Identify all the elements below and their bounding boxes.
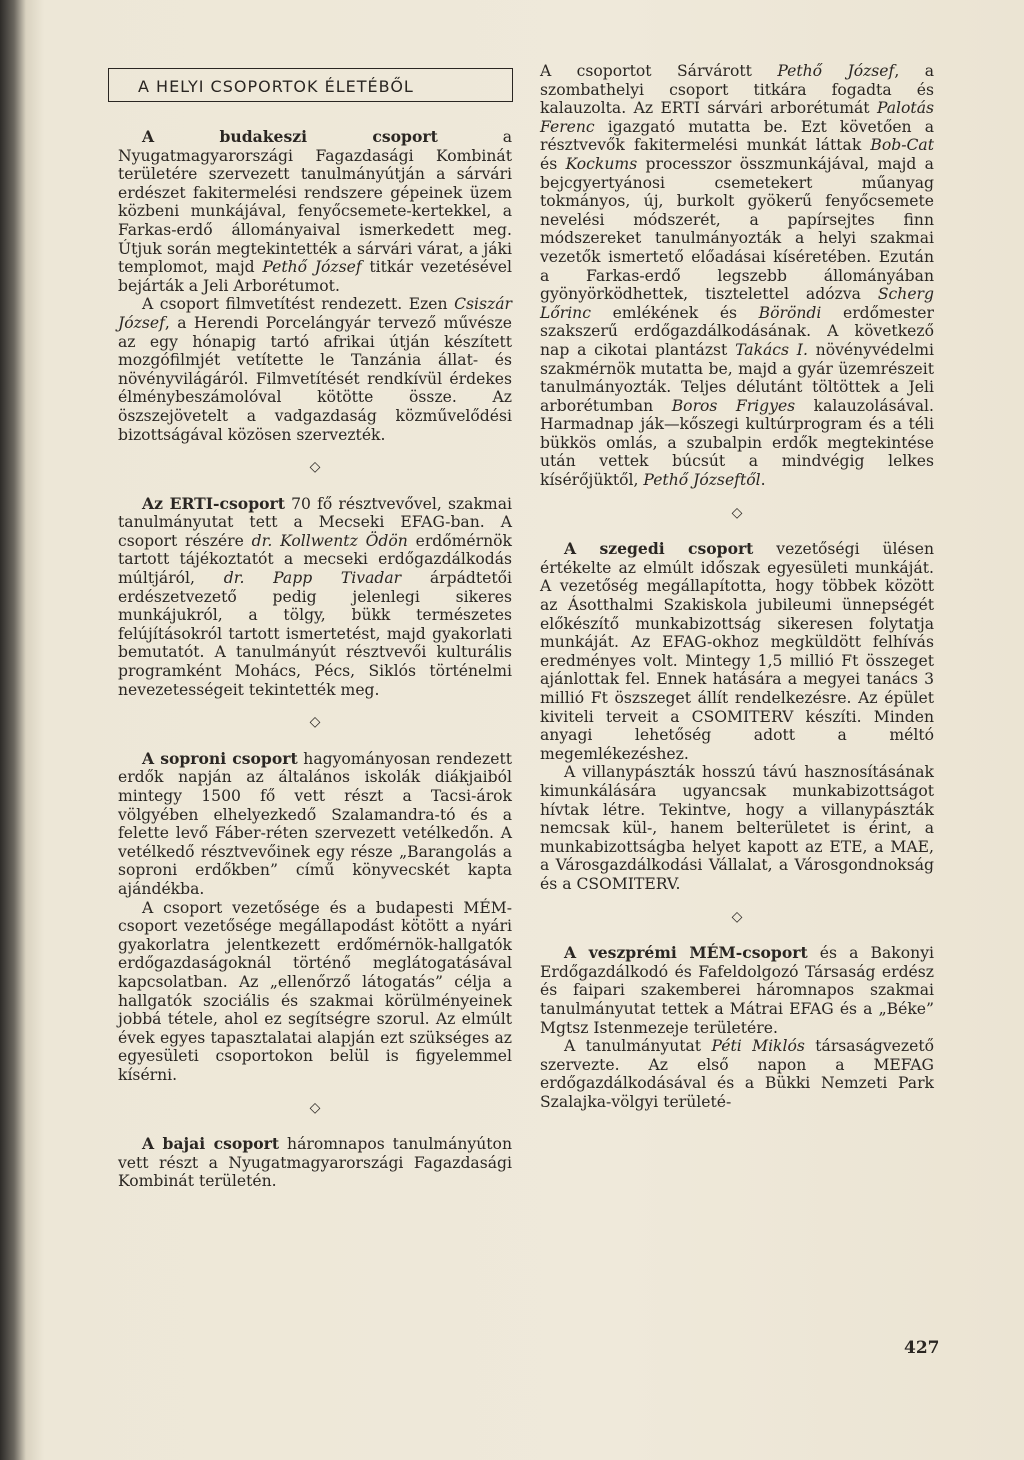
diamond-separator-icon: ◇ (731, 908, 743, 925)
erti-text-2: erdőmérnök tartott tájékoztatót a mecseki erdőgazdálkodás múltjáról, (118, 531, 512, 588)
section-title: A HELYI CSOPORTOK ÉLETÉBŐL (138, 77, 414, 96)
budakeszi-lead: A budakeszi csoport (142, 127, 438, 146)
budakeszi-paragraph-1 (118, 128, 512, 295)
cont-text: kalauzolásával. Harmadnap ják—kőszegi kultúrprogram és a téli bükkös omlás, a szubalpin erdők megtekintése után vettek búcsút a mindvégig lelkes kísérőjüktől, (540, 396, 934, 490)
person-name: Pethő József (777, 62, 895, 80)
cont-text: és (540, 154, 566, 173)
person-name: Scherg Lőrinc (540, 285, 934, 322)
bajai-continuation (540, 62, 934, 490)
machine-name: Kockums (565, 154, 638, 173)
erti-lead: Az ERTI-csoport (142, 493, 285, 513)
person-name: dr. Papp Tivadar (223, 569, 402, 588)
szegedi-paragraph-2: A villanypászták hosszú távú hasznosításának kimunkálására ugyancsak munkabizottságot hívtak létre. Tekintve, hogy a villanypászták nemcsak kül-, hanem belterületet is érint, a munkabizottságba helyet kapott az ETE, a MAE, a Városgazdálkodási Vállalat, a Városgondnokság és a CSOMITERV. (540, 763, 934, 893)
person-name: Pethő Józseftől (643, 471, 761, 490)
person-name: Péti Miklós (711, 1037, 805, 1056)
cont-text: . (760, 471, 766, 490)
budakeszi-text-3: A csoport filmvetítést rendezett. Ezen (142, 295, 455, 314)
cont-text: , a szombathelyi csoport titkára fogadta és kalauzolta. Az ERTI sárvári arborétumát (540, 62, 934, 118)
veszpremi-text-2: A tanulmányutat (564, 1037, 712, 1056)
diamond-separator-icon: ◇ (731, 504, 743, 521)
veszpremi-text: és a Bakonyi Erdőgazdálkodó és Fafeldolgozó Társaság erdész és faipari szakemberei háromnapos szakmai tanulmányutat tettek a Mátrai EFAG és a „Béke” Mgtsz Istenmezeje területére. (540, 944, 934, 1037)
cont-text: növényvédelmi szakmérnök mutatta be, majd a gyár üzemrészeit tanulmányozták. Teljes délutánt töltöttek a Jeli arborétumban (540, 340, 934, 415)
budakeszi-text: a Nyugatmagyarországi Fagazdasági Kombinát területére szervezett tanulmányútján a sárvári erdészet fakitermelési rendszere gépeinek üzem közbeni munkájával, fenyőcsemete-kertekkel, a Farkas-erdő állományaival ismerkedett meg. Útjuk során megtekintették a sárvári várat, a jáki templomot, majd (118, 128, 512, 277)
bajai-lead: A bajai csoport (142, 1134, 280, 1154)
cont-text: emlékének és (590, 303, 759, 322)
cont-text: erdőmester szakszerű erdőgazdálkodásának. A következő nap a cikotai plantázst (540, 303, 934, 359)
left-column (118, 128, 512, 1191)
header-rule (108, 101, 513, 102)
person-name: dr. Kollwentz Ödön (251, 531, 408, 550)
diamond-separator-icon: ◇ (309, 459, 321, 476)
budakeszi-text-2: titkár vezetésével bejárták a Jeli Arborétumot. (118, 258, 512, 295)
right-column (540, 62, 934, 1111)
erti-text-3: árpádtetői erdészetvezető pedig jelenlegi sikeres munkájukról, a tölgy, bükk természetes felújításokról tartott ismertetést, majd gyakorlati bemutatót. A tanulmányút résztvevői kulturális programként Mohács, Pécs, Siklós történelmi nevezetességeit tekintették meg. (118, 569, 513, 699)
budakeszi-text-4: , a Herendi Porcelángyár tervező művésze az egy hónapig tartó afrikai útján készített mozgófilmjét vetítette le Tanzánia állat- és növényvilágáról. Filmvetítését rendkívül érdekes élménybeszámolóval kötötte össze. Az öszszejövetelt a vadgazdaság közművelődési bizottságával közösen szervezték. (118, 313, 512, 444)
cont-text: processzor összmunkájával, majd a bejcgyertyánosi csemetekert műanyag tokmányos, új, burkolt gyökerű fenyőcsemete nevelési módszerét, a papírsejtes finn módszereket tanulmányozták a helyi szakmai vezetők ismertető előadásai kíséretében. Ezután a Farkas-erdő legszebb állományában gyönyörködhettek, tisztelettel adózva (540, 154, 934, 304)
person-name: Pethő József (262, 258, 362, 277)
erti-paragraph (118, 495, 512, 700)
szegedi-lead: A szegedi csoport (564, 539, 754, 559)
cont-text: A csoportot Sárvárott (540, 62, 778, 80)
veszpremi-lead: A veszprémi MÉM-csoport (564, 943, 808, 963)
person-name: Palotás Ferenc (540, 99, 934, 136)
szegedi-paragraph-1 (540, 540, 934, 763)
cont-text: igazgató mutatta be. Ezt követően a résztvevők fakitermelési munkát láttak (540, 117, 934, 155)
erti-text: 70 fő résztvevővel, szakmai tanulmányutat tett a Mecseki EFAG-ban. A csoport részére (118, 494, 512, 550)
soproni-paragraph-1 (118, 750, 512, 899)
person-name: Takács I. (735, 340, 808, 359)
page-number: 427 (904, 1338, 940, 1358)
machine-name: Bob-Cat (870, 136, 934, 155)
soproni-paragraph-2: A csoport vezetősége és a budapesti MÉM-csoport vezetősége megállapodást kötött a nyári gyakorlatra jelentkezett erdőmérnök-hallgatók erdőgazdaságoknál történő meglátogatásával kapcsolatban. Az „ellenőrző látogatás” célja a hallgatók szociális és szakmai körülményeinek jobbá tétele, ahol ez segítségre szorul. Az elmúlt évek egyes tapasztalatai alapján ezt szükséges az egyesületi csoportokon belül is figyelemmel kísérni. (118, 898, 512, 1084)
veszpremi-paragraph-1 (540, 944, 934, 1037)
szegedi-text: vezetőségi ülésen értékelte az elmúlt időszak egyesületi munkáját. A vezetőség megállapította, hogy többek között az Ásotthalmi Szakiskola jubileumi ünnepségét előkészítő munkabizottság sikeresen folytatja munkáját. Az EFAG-okhoz megküldött felhívás eredményes volt. Mintegy 1,5 millió Ft összeget ajánlottak fel. Ennek hatására a megyei tanács 3 millió Ft öszszeget állít rendelkezésre. Az épület kiviteli terveit a CSOMITERV készíti. Minden anyagi lehetőség adott a méltó megemlékezéshez. (540, 540, 934, 763)
diamond-separator-icon: ◇ (309, 1099, 321, 1116)
person-name: Csiszár József (118, 295, 512, 332)
budakeszi-paragraph-2 (118, 295, 512, 444)
diamond-separator-icon: ◇ (309, 714, 321, 731)
veszpremi-text-3: társaságvezető szervezte. Az első napon a MEFAG erdőgazdálkodásával és a Bükki Nemzeti Park Szalajka-völgyi területé- (540, 1037, 934, 1111)
veszpremi-paragraph-2 (540, 1037, 934, 1111)
bajai-paragraph (118, 1135, 512, 1191)
person-name: Boros Frigyes (671, 396, 796, 415)
soproni-text: hagyományosan rendezett erdők napján az általános iskolák diákjaiból mintegy 1500 fő vett részt a Tacsi-árok völgyében elhelyezkedő Szalamandra-tó és a felette levő Fáber-réten szervezett vetélkedőn. A vetélkedő résztvevőinek egy része „Barangolás a soproni erdőkben” című könyvecskét kapta ajándékba. (118, 749, 512, 898)
soproni-lead: A soproni csoport (142, 748, 298, 768)
person-name: Böröndi (758, 303, 822, 322)
bajai-text: háromnapos tanulmányúton vett részt a Nyugatmagyarországi Fagazdasági Kombinát területén. (118, 1135, 512, 1191)
